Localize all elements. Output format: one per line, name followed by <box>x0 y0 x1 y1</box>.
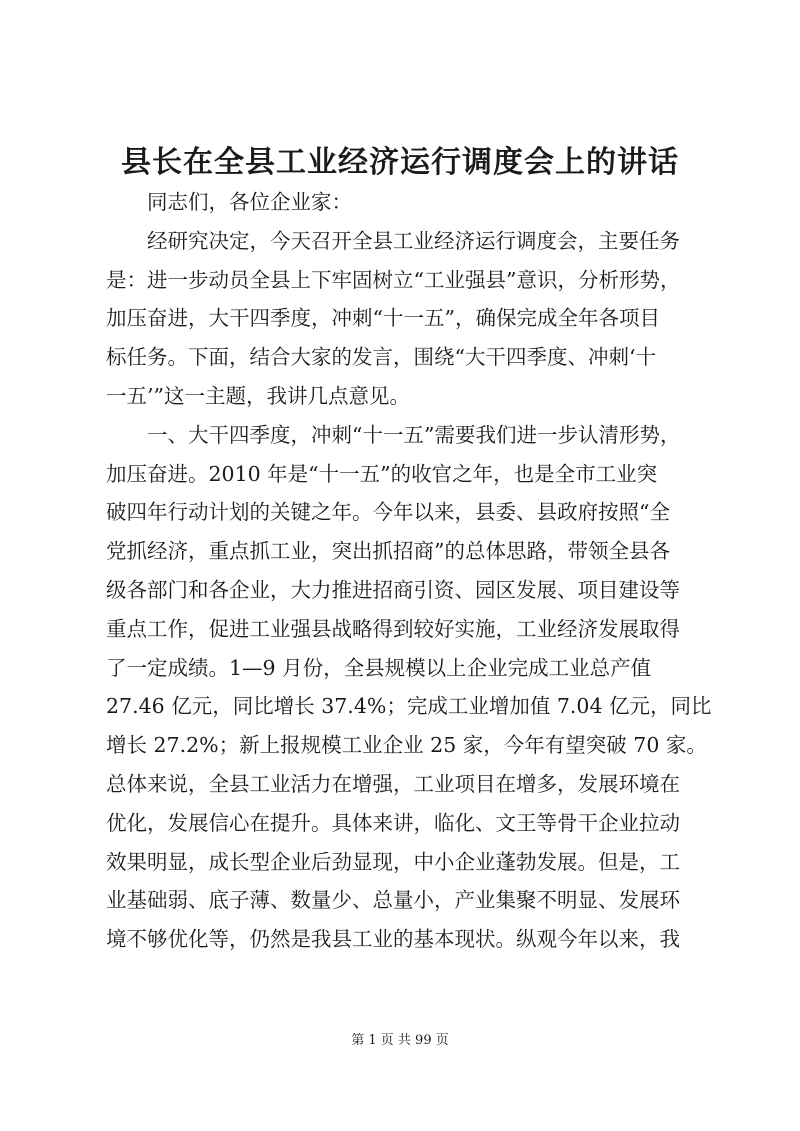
text-line: 总体来说，全县工业活力在增强，工业项目在增多，发展环境在 <box>106 771 680 796</box>
text-line: 党抓经济，重点抓工业，突出抓招商”的总体思路，带领全县各 <box>106 539 670 564</box>
text-line: 是：进一步动员全县上下牢固树立“工业强县”意识，分析形势， <box>106 267 681 292</box>
text-line: 境不够优化等，仍然是我县工业的基本现状。纵观今年以来，我 <box>106 927 680 952</box>
speech-body <box>106 183 712 959</box>
text-line: 业基础弱、底子薄、数量少、总量小，产业集聚不明显、发展环 <box>106 888 680 913</box>
text-line: 重点工作，促进工业强县战略得到较好实施，工业经济发展取得 <box>106 616 680 641</box>
text-line: 级各部门和各企业，大力推进招商引资、园区发展、项目建设等 <box>106 577 680 602</box>
text-line: 了一定成绩。1—9 月份，全县规模以上企业完成工业总产值 <box>106 655 652 680</box>
text-line: 一、大干四季度，冲刺“十一五”需要我们进一步认清形势， <box>106 422 681 447</box>
text-line: 一五’”这一主题，我讲几点意见。 <box>106 383 410 408</box>
page-number: 第 1 页 共 99 页 <box>351 1033 449 1048</box>
page-title: 县长在全县工业经济运行调度会上的讲话 <box>121 145 679 180</box>
text-line: 经研究决定，今天召开全县工业经济运行调度会，主要任务 <box>106 228 680 253</box>
text-line: 优化，发展信心在提升。具体来讲，临化、文王等骨干企业拉动 <box>106 810 680 835</box>
page-footer <box>0 1032 800 1050</box>
text-line: 效果明显，成长型企业后劲显现，中小企业蓬勃发展。但是，工 <box>106 849 680 874</box>
text-line: 27.46 亿元，同比增长 37.4%；完成工业增加值 7.04 亿元，同比 <box>106 694 712 719</box>
text-line: 加压奋进，大干四季度，冲刺“十一五”，确保完成全年各项目 <box>106 306 660 331</box>
text-line: 破四年行动计划的关键之年。今年以来，县委、县政府按照“全 <box>106 500 670 525</box>
text-line: 同志们，各位企业家： <box>106 190 352 214</box>
text-line: 加压奋进。2010 年是“十一五”的收官之年，也是全市工业突 <box>106 461 658 486</box>
text-line: 增长 27.2%；新上报规模工业企业 25 家，今年有望突破 70 家。 <box>106 733 707 758</box>
text-line: 标任务。下面，结合大家的发言，围绕“大干四季度、冲刺‘十 <box>106 345 656 370</box>
